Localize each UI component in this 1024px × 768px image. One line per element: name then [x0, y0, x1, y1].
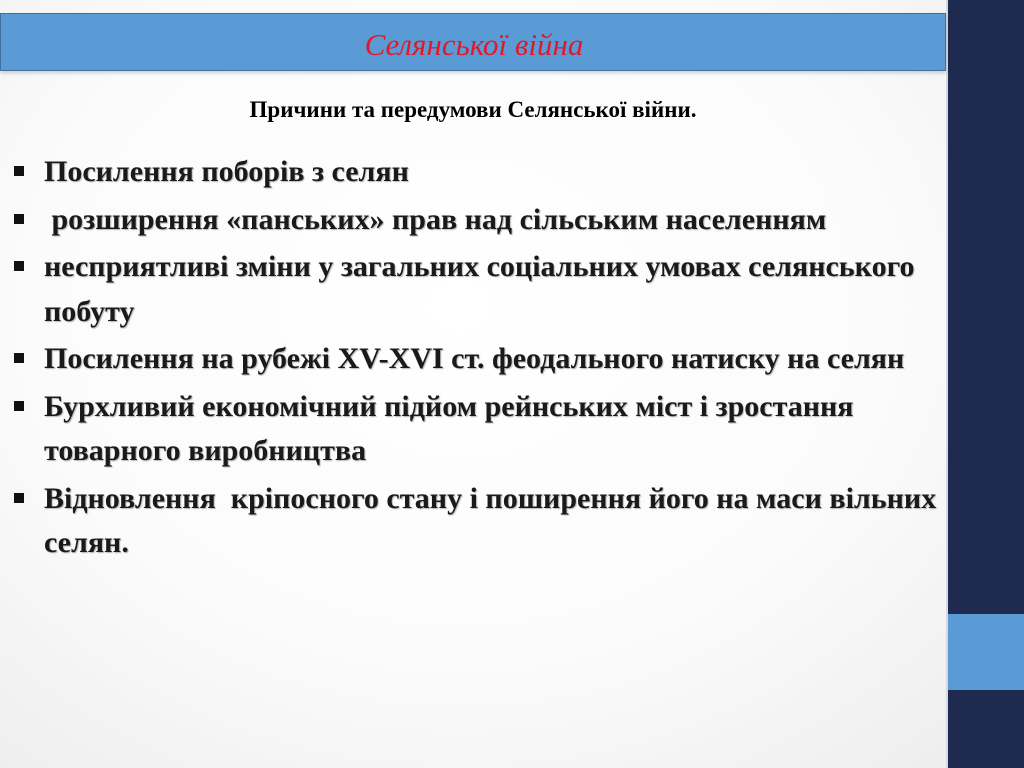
title-banner [0, 13, 946, 71]
bullet-text: Бурхливий економічний підйом рейнських міст і зростання товарного виробництва [44, 389, 862, 467]
slide-subtitle: Причини та передумови Селянської війни. [249, 97, 697, 122]
bullet-item [12, 198, 937, 243]
bullet-text: Посилення поборів з селян [44, 155, 409, 188]
bullet-item [12, 245, 937, 334]
bullet-text: несприятливі зміни у загальних соціальних умовах селянського побуту [44, 250, 922, 328]
accent-block [948, 614, 1024, 690]
bullet-item [12, 337, 937, 382]
bullet-list [12, 150, 944, 569]
bullet-text: розширення «панських» прав над сільським населенням [44, 202, 827, 236]
square-bullet-icon [14, 166, 24, 176]
slide-title: Селянської війна [364, 27, 584, 62]
square-bullet-icon [14, 493, 24, 503]
bullet-item [12, 150, 937, 195]
bullet-item [12, 385, 937, 474]
bullet-text: Відновлення кріпосного стану і поширення його на маси вільних селян. [44, 481, 944, 559]
bullet-text: Посилення на рубежі XV-XVI ст. феодального натиску на селян [44, 342, 905, 375]
square-bullet-icon [14, 353, 24, 363]
square-bullet-icon [14, 261, 24, 271]
square-bullet-icon [14, 214, 24, 224]
bullet-item [12, 477, 944, 566]
square-bullet-icon [14, 401, 24, 411]
